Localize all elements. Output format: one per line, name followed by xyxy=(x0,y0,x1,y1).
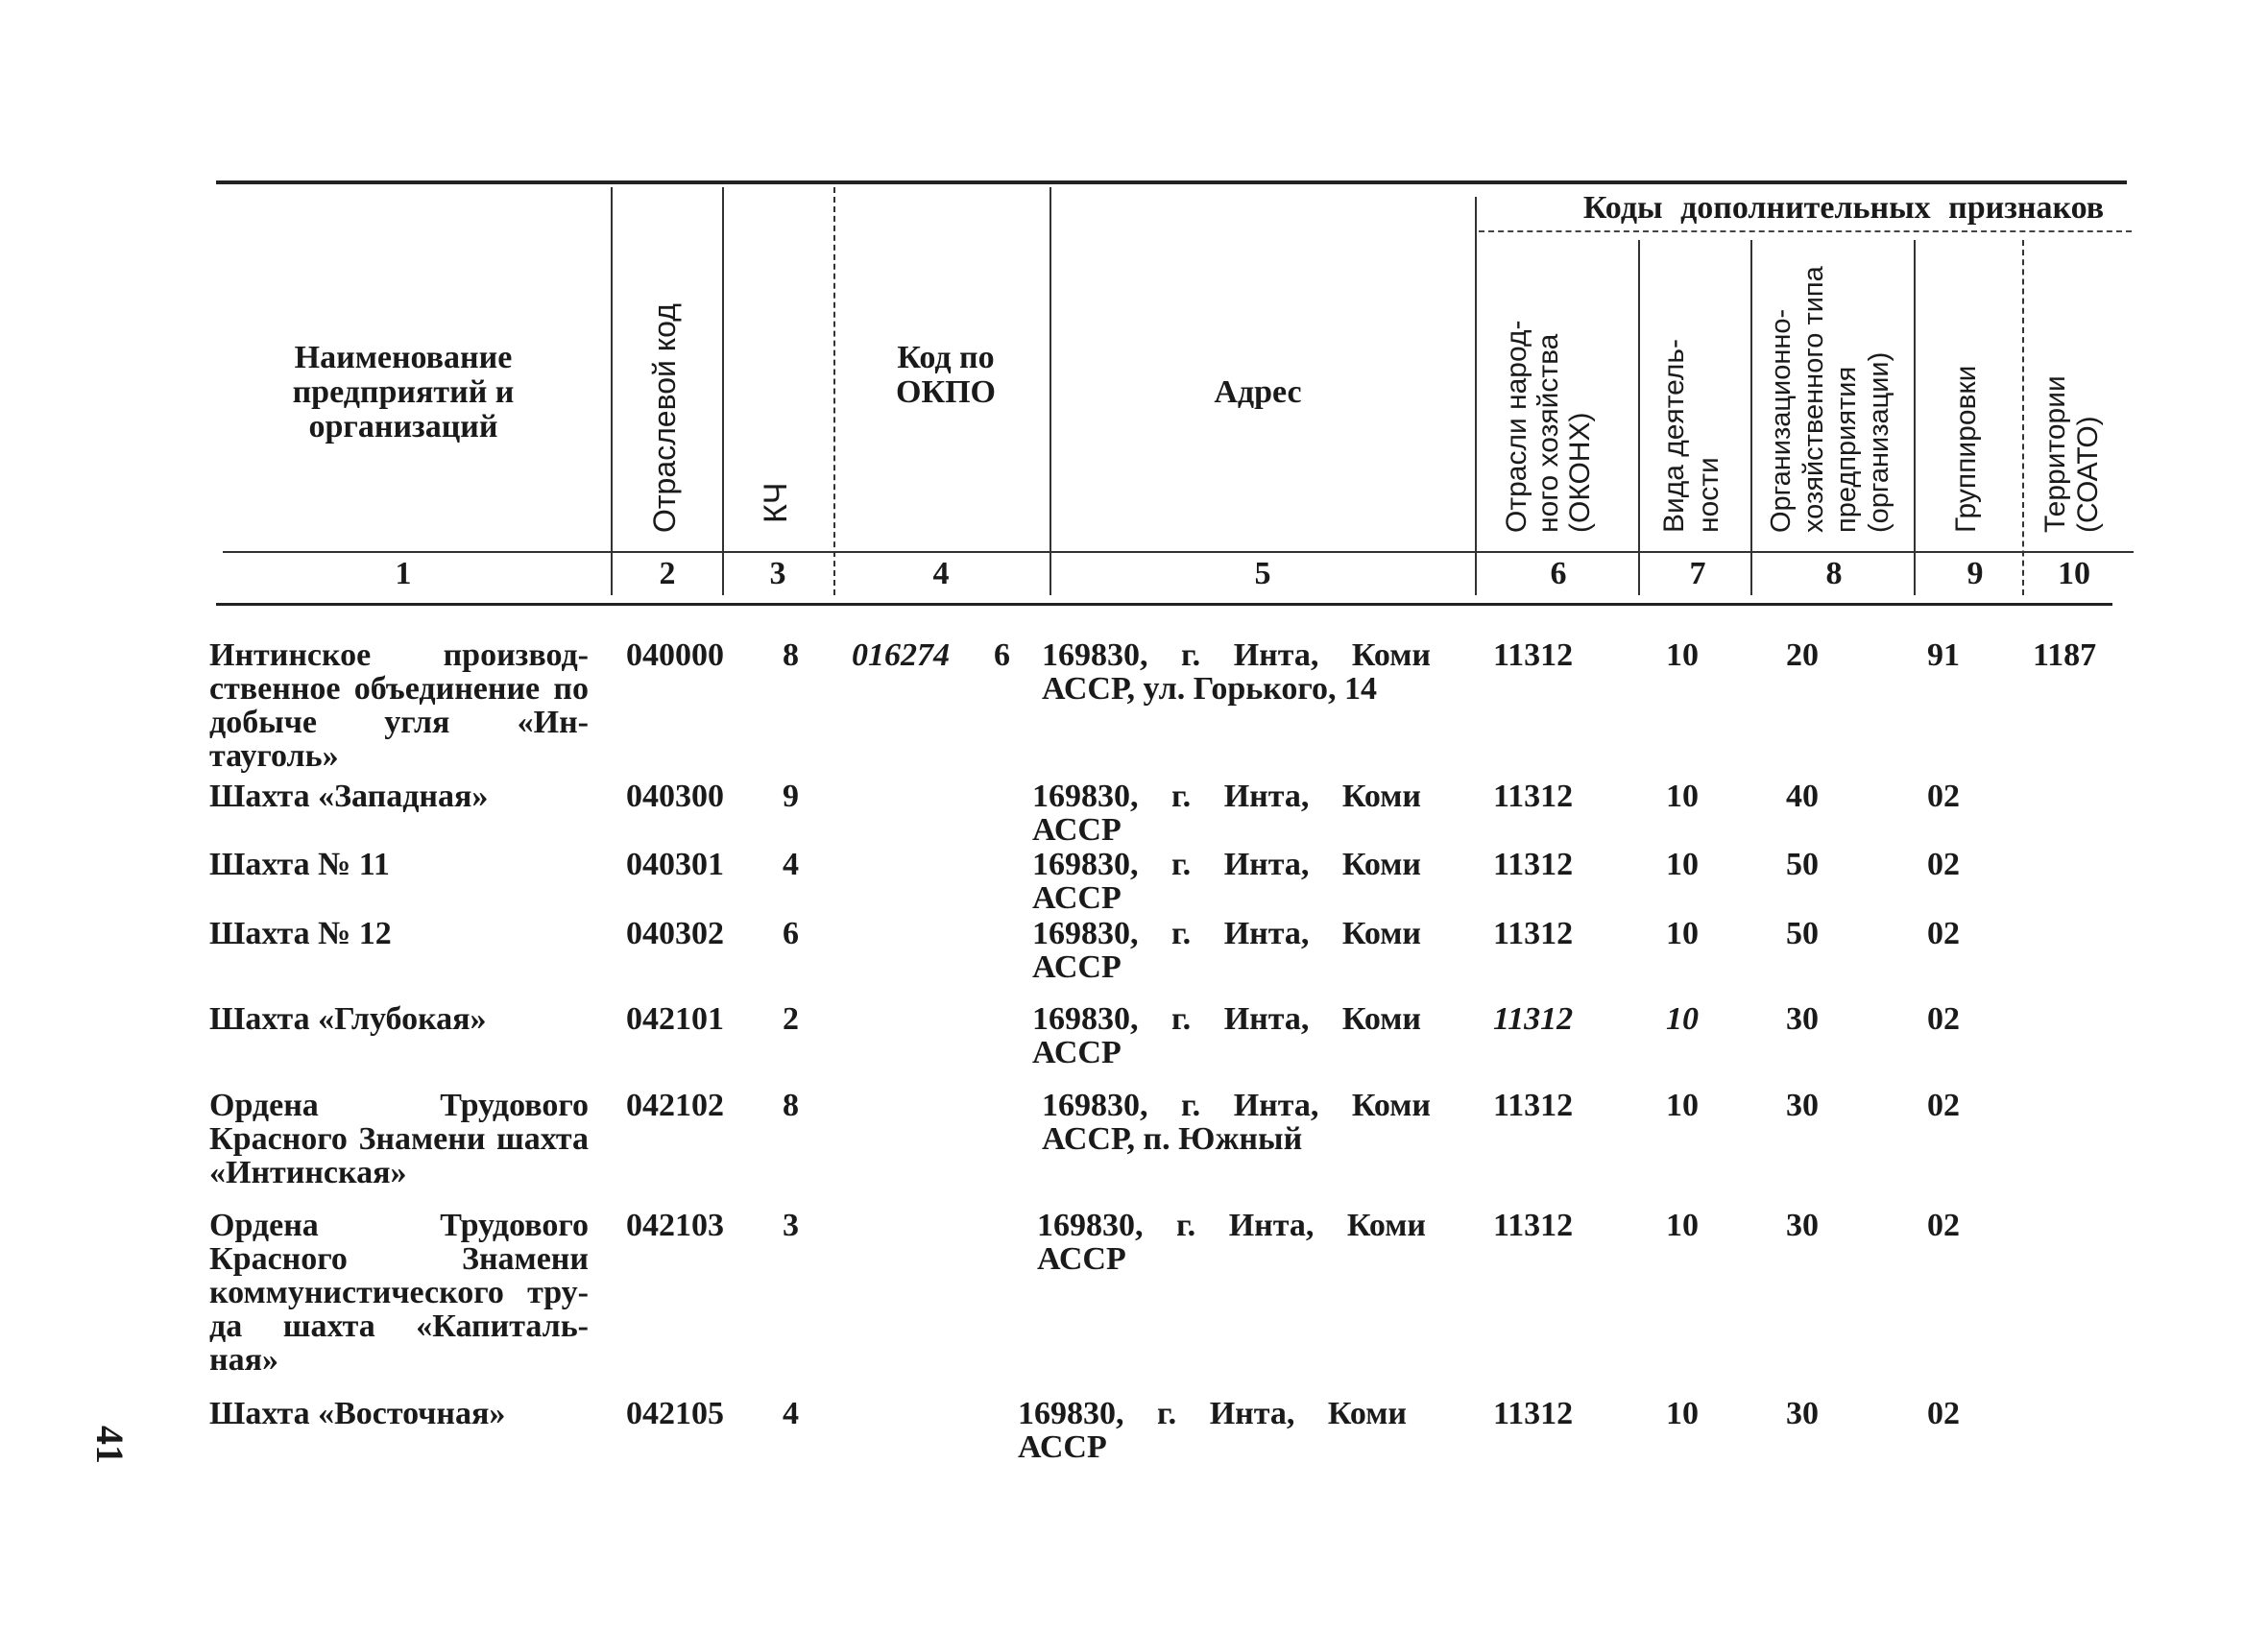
colnum-7: 7 xyxy=(1689,556,1706,591)
col-divider-5 xyxy=(1475,197,1477,595)
header-okonh: Отрасли народ- ного хозяйства (ОКОНХ) xyxy=(1501,320,1596,533)
table-row-address: 169830, г. Инта, Коми АССР, п. Южный xyxy=(1042,1088,1431,1157)
colnum-6: 6 xyxy=(1550,556,1567,591)
table-row-org-type: 20 xyxy=(1786,637,1819,673)
table-row-code: 040301 xyxy=(626,847,724,882)
table-row-activity: 10 xyxy=(1666,847,1699,882)
table-row-kch: 3 xyxy=(783,1208,799,1243)
table-row-org-type: 50 xyxy=(1786,916,1819,951)
table-row-group: 02 xyxy=(1927,1208,1960,1243)
header-okpo: Код по ОКПО xyxy=(896,340,996,410)
table-row-group: 02 xyxy=(1927,1001,1960,1037)
table-row-org-type: 30 xyxy=(1786,1208,1819,1243)
table-row-name: Ордена Трудового Красного Знамени шахта «Интинская» xyxy=(209,1088,589,1190)
table-row-code: 040302 xyxy=(626,916,724,951)
colnum-10: 10 xyxy=(2058,556,2090,591)
table-row-kch: 6 xyxy=(783,916,799,951)
colnum-8: 8 xyxy=(1825,556,1843,591)
table-row-address: 169830, г. Инта, Коми АССР, ул. Горького, 14 xyxy=(1042,637,1431,707)
table-row-name: Интинское производ- ственное объединение по добыче угля «Ин- тауголь» xyxy=(209,637,589,774)
table-row-name: Шахта «Глубокая» xyxy=(209,1001,487,1037)
colnum-3: 3 xyxy=(769,556,786,591)
colnum-1: 1 xyxy=(395,556,412,591)
table-row-territory: 1187 xyxy=(2033,637,2097,673)
table-row-address: 169830, г. Инта, Коми АССР xyxy=(1037,1208,1426,1277)
table-row-okonh: 11312 xyxy=(1493,1001,1574,1037)
table-row-okonh: 11312 xyxy=(1493,1396,1574,1431)
table-row-address: 169830, г. Инта, Коми АССР xyxy=(1018,1396,1407,1465)
table-row-okpo-check: 6 xyxy=(994,637,1010,673)
table-row-group: 02 xyxy=(1927,916,1960,951)
table-row-okonh: 11312 xyxy=(1493,1088,1574,1123)
table-row-kch: 8 xyxy=(783,1088,799,1123)
colnum-4: 4 xyxy=(932,556,950,591)
table-row-org-type: 30 xyxy=(1786,1088,1819,1123)
table-row-activity: 10 xyxy=(1666,637,1699,673)
group-header-rule xyxy=(1479,230,2132,232)
table-row-name: Шахта № 12 xyxy=(209,916,392,951)
table-row-code: 042101 xyxy=(626,1001,724,1037)
table-row-kch: 2 xyxy=(783,1001,799,1037)
header-territory: Территории (СОАТО) xyxy=(2039,375,2104,533)
colnum-5: 5 xyxy=(1254,556,1271,591)
header-branch-code: Отраслевой код xyxy=(647,303,682,533)
table-row-name: Шахта № 11 xyxy=(209,847,390,882)
table-row-group: 02 xyxy=(1927,1088,1960,1123)
table-row-okonh: 11312 xyxy=(1493,1208,1574,1243)
table-row-name: Шахта «Восточная» xyxy=(209,1396,506,1431)
table-row-group: 02 xyxy=(1927,1396,1960,1431)
table-row-org-type: 30 xyxy=(1786,1396,1819,1431)
table-row-kch: 4 xyxy=(783,1396,799,1431)
table-row-org-type: 40 xyxy=(1786,779,1819,814)
header-org-type: Организационно- хозяйственного типа предприятия (организации) xyxy=(1766,266,1894,533)
table-row-code: 042103 xyxy=(626,1208,724,1243)
table-row-activity: 10 xyxy=(1666,779,1699,814)
table-row-address: 169830, г. Инта, Коми АССР xyxy=(1032,916,1421,985)
col-divider-6 xyxy=(1638,240,1640,595)
table-row-kch: 9 xyxy=(783,779,799,814)
table-row-code: 042102 xyxy=(626,1088,724,1123)
col-divider-8 xyxy=(1914,240,1916,595)
header-grouping: Группировки xyxy=(1950,365,1982,533)
table-row-okpo: 016274 xyxy=(852,637,950,673)
col-divider-3 xyxy=(833,187,835,595)
header-address: Адрес xyxy=(1214,374,1302,410)
group-header-title: Коды дополнительных признаков xyxy=(1582,190,2105,226)
colnum-2: 2 xyxy=(659,556,676,591)
header-activity: Вида деятель- ности xyxy=(1658,339,1725,533)
table-row-name: Ордена Трудового Красного Знамени коммунистического тру- да шахта «Капиталь- ная» xyxy=(209,1208,589,1378)
col-divider-7 xyxy=(1750,240,1752,595)
table-row-code: 040000 xyxy=(626,637,724,673)
col-divider-1 xyxy=(611,187,613,595)
header-name: Наименование предприятий и организаций xyxy=(292,340,515,444)
top-rule xyxy=(216,180,2127,184)
table-row-name: Шахта «Западная» xyxy=(209,779,489,814)
page-number: 41 xyxy=(88,1426,132,1464)
header-bottom-rule xyxy=(223,551,2134,553)
table-row-group: 02 xyxy=(1927,847,1960,882)
table-row-okonh: 11312 xyxy=(1493,916,1574,951)
table-row-org-type: 30 xyxy=(1786,1001,1819,1037)
table-row-okonh: 11312 xyxy=(1493,779,1574,814)
table-row-org-type: 50 xyxy=(1786,847,1819,882)
table-row-activity: 10 xyxy=(1666,916,1699,951)
table-row-group: 02 xyxy=(1927,779,1960,814)
table-row-address: 169830, г. Инта, Коми АССР xyxy=(1032,1001,1421,1070)
table-row-activity: 10 xyxy=(1666,1396,1699,1431)
table-row-kch: 8 xyxy=(783,637,799,673)
table-row-activity: 10 xyxy=(1666,1208,1699,1243)
table-row-group: 91 xyxy=(1927,637,1960,673)
table-row-activity: 10 xyxy=(1666,1001,1699,1037)
table-row-activity: 10 xyxy=(1666,1088,1699,1123)
col-divider-4 xyxy=(1050,187,1051,595)
col-divider-9 xyxy=(2022,240,2024,595)
table-row-address: 169830, г. Инта, Коми АССР xyxy=(1032,847,1421,916)
table-row-address: 169830, г. Инта, Коми АССР xyxy=(1032,779,1421,848)
table-row-okonh: 11312 xyxy=(1493,637,1574,673)
table-row-okonh: 11312 xyxy=(1493,847,1574,882)
colnum-9: 9 xyxy=(1966,556,1984,591)
col-divider-2 xyxy=(722,187,724,595)
header-kch: КЧ xyxy=(758,482,794,523)
table-row-code: 042105 xyxy=(626,1396,724,1431)
colnum-bottom-rule xyxy=(216,603,2112,606)
table-row-kch: 4 xyxy=(783,847,799,882)
table-row-code: 040300 xyxy=(626,779,724,814)
